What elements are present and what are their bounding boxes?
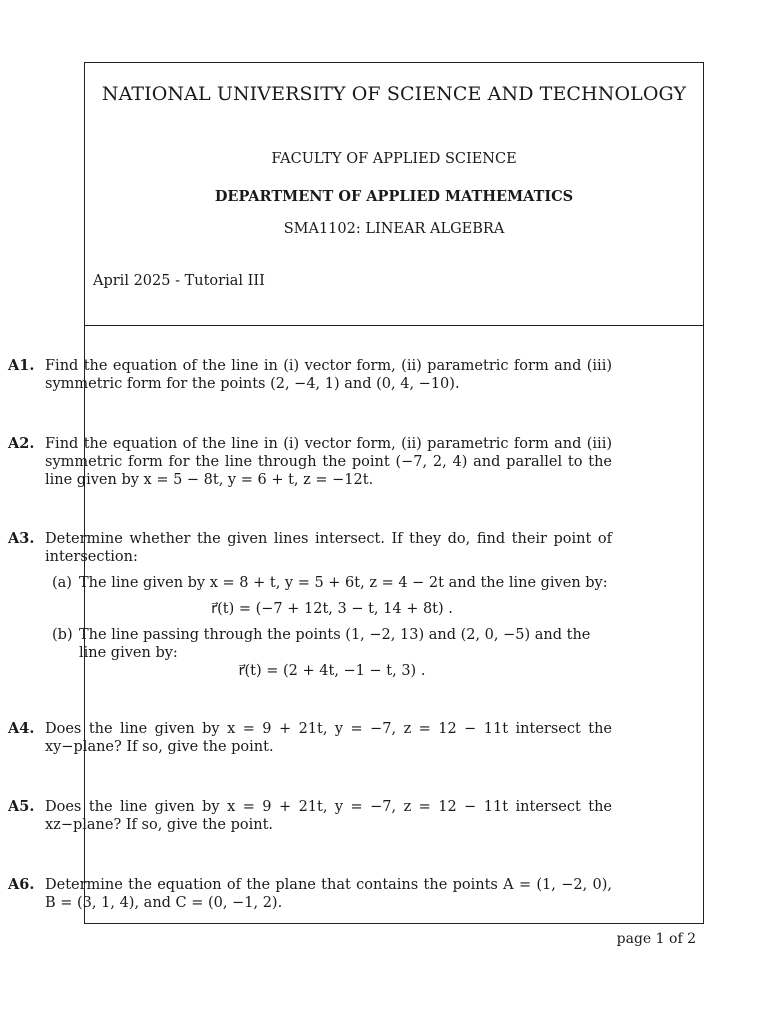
page-number: page 1 of 2 bbox=[616, 931, 696, 947]
part-label: (b) bbox=[52, 627, 73, 643]
question-text: Does the line given by x = 9 + 21t, y = −7, z = 12 − 11t intersect the xz−plane? If so, give the point. bbox=[45, 799, 612, 833]
part-equation: r⃗(t) = (−7 + 12t, 3 − t, 14 + 8t) . bbox=[211, 601, 453, 617]
question-text: Determine the equation of the plane that contains the points A = (1, −2, 0), B = (3, 1, 4), and C = (0, −1, 2). bbox=[45, 877, 612, 911]
part-label: (a) bbox=[52, 575, 72, 591]
question-text: Determine whether the given lines intersect. If they do, find their point of intersection: bbox=[45, 531, 612, 565]
question-text: Find the equation of the line in (i) vector form, (ii) parametric form and (iii) symmetric form for the line through the point (−7, 2, 4) and parallel to the line given by x = 5 − 8t, y = 6 + t, z = −12t. bbox=[45, 436, 612, 488]
part-text: The line passing through the points (1, −2, 13) and (2, 0, −5) and the line given by: bbox=[79, 627, 591, 661]
faculty-name: FACULTY OF APPLIED SCIENCE bbox=[271, 151, 517, 167]
part-text: The line given by x = 8 + t, y = 5 + 6t, z = 4 − 2t and the line given by: bbox=[79, 575, 608, 591]
question-a3 bbox=[8, 530, 612, 680]
question-label: A4. bbox=[8, 720, 35, 737]
question-label: A2. bbox=[8, 435, 35, 452]
question-a5 bbox=[8, 798, 612, 834]
question-label: A5. bbox=[8, 798, 35, 815]
question-a6 bbox=[8, 876, 612, 912]
header-box bbox=[85, 63, 703, 326]
question-label: A1. bbox=[8, 357, 35, 374]
question-a2 bbox=[8, 435, 612, 489]
question-a3-part-a bbox=[52, 574, 612, 618]
part-equation: r⃗(t) = (2 + 4t, −1 − t, 3) . bbox=[238, 663, 426, 679]
question-label: A3. bbox=[8, 530, 35, 547]
question-text: Does the line given by x = 9 + 21t, y = −7, z = 12 − 11t intersect the xy−plane? If so, give the point. bbox=[45, 721, 612, 755]
page-frame bbox=[84, 62, 704, 924]
question-label: A6. bbox=[8, 876, 35, 893]
question-a3-part-b bbox=[52, 626, 612, 680]
question-a4 bbox=[8, 720, 612, 756]
department-name: DEPARTMENT OF APPLIED MATHEMATICS bbox=[214, 188, 574, 205]
course-title: SMA1102: LINEAR ALGEBRA bbox=[283, 221, 505, 237]
tutorial-date: April 2025 - Tutorial III bbox=[93, 273, 265, 289]
question-a1 bbox=[8, 357, 612, 393]
question-text: Find the equation of the line in (i) vector form, (ii) parametric form and (iii) symmetric form for the points (2, −4, 1) and (0, 4, −10). bbox=[45, 358, 612, 392]
university-name: NATIONAL UNIVERSITY OF SCIENCE AND TECHNOLOGY bbox=[101, 83, 687, 105]
